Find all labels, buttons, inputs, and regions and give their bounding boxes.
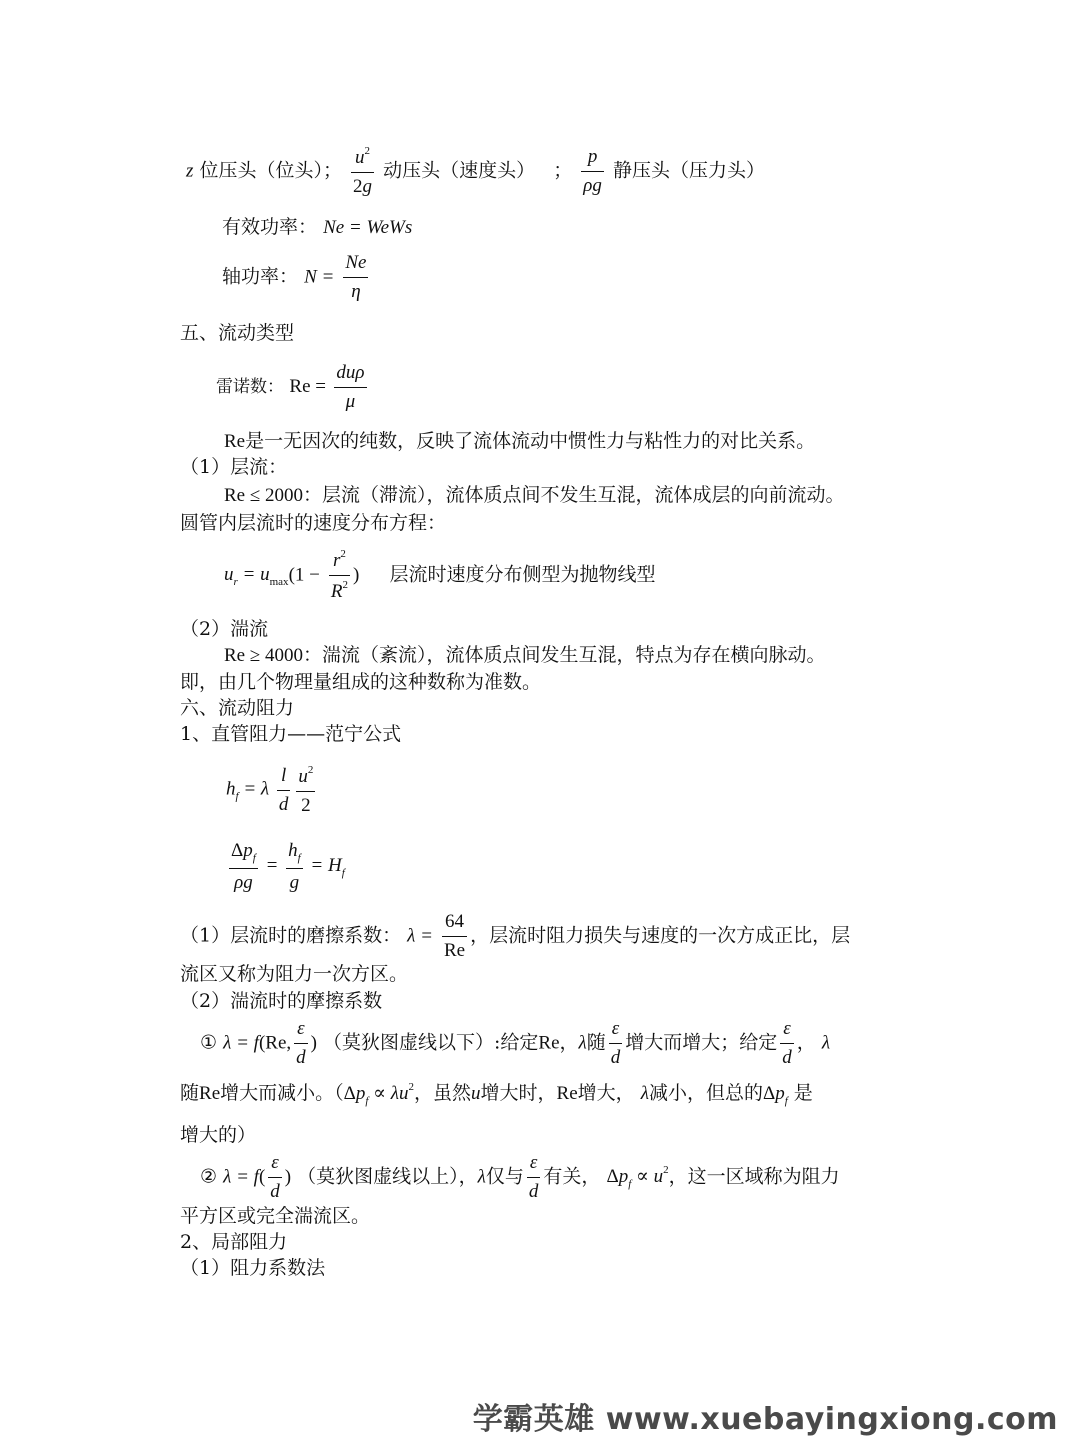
case2-line2: 平方区或完全湍流区。 xyxy=(180,1205,371,1227)
effective-power-formula: Ne = WeWs xyxy=(323,217,413,238)
watermark: 学霸英雄 www.xuebayingxiong.com xyxy=(472,1402,1058,1437)
turbulent-condition: Re ≥ 4000：湍流（紊流），流体质点间发生互混，特点为存在横向脉动。 xyxy=(224,644,826,666)
fanning-formula: $h_f = \lambda$ $\frac{l}{d}$ $\frac{u^2}{2}$ xyxy=(226,764,314,816)
parabola-note: 层流时速度分布侧型为抛物线型 xyxy=(389,563,656,586)
section5-title: 五、流动类型 xyxy=(180,322,295,344)
laminar-friction-line2: 流区又称为阻力一次方区。 xyxy=(180,963,409,985)
turbulent-heading: （2）湍流 xyxy=(180,618,269,640)
effective-power-line: 有效功率： Ne = WeWs xyxy=(222,216,413,238)
laminar-condition: Re ≤ 2000：层流（滞流），流体质点间不发生互混，流体成层的向前流动。 xyxy=(224,484,845,506)
case1-line: ① λ = f(Re, $\frac{\varepsilon}{d}$ ) （莫狄图虚线以下）:给定Re，λ随 $\frac{\varepsilon}{d}$ 增大而增大；给定 $\frac{\varepsilon}{d}$ ， λ xyxy=(200,1018,831,1068)
shaft-power-line: 轴功率： N = $\frac{Ne}{\eta}$ xyxy=(222,252,367,302)
static-head-fraction: $\frac{p}{\rho g}$ xyxy=(583,146,602,196)
laminar-heading: （1）层流： xyxy=(180,456,288,478)
reynolds-line: 雷诺数： Re = $\frac{\text{duρ}}{\mu}$ xyxy=(216,362,365,412)
dynamic-head-label: 动压头（速度头） xyxy=(383,159,536,182)
laminar-friction-line: （1）层流时的磨擦系数： λ = $\frac{64}{Re}$ ，层流时阻力损失与速度的一次方成正比，层 xyxy=(180,911,851,961)
heads-line: z 位压头（位头）； $\frac{u^2}{2g}$ 动压头（速度头） ； $\frac{p}{\rho g}$ 静压头（压力头） xyxy=(186,145,765,197)
turbulent-friction-title: （2）湍流时的摩擦系数 xyxy=(180,990,383,1012)
case1-line2: 随Re增大而减小。（$\Delta p_f \propto \lambda u^2$，虽然u增大时，Re增大， λ减小，但总的$\Delta p_f$ 是 xyxy=(180,1081,813,1107)
straight-pipe-title: 1、直管阻力——范宁公式 xyxy=(180,723,402,745)
dynamic-head-fraction: $\frac{u^2}{2g}$ xyxy=(353,145,373,197)
criterion-note: 即，由几个物理量组成的这种数称为准数。 xyxy=(180,671,542,693)
case1-line3: 增大的） xyxy=(180,1124,257,1146)
static-head-label: 静压头（压力头） xyxy=(612,159,765,182)
local-resistance-title: 2、局部阻力 xyxy=(180,1231,288,1253)
section6-title: 六、流动阻力 xyxy=(180,697,295,719)
head-loss-formula: $\frac{\Delta p_f}{\rho g}$ = $\frac{h_f}{g}$ = $H_f$ xyxy=(231,840,345,893)
velocity-profile-line: $u_r = u_{max}(1$ − $\frac{r^2}{R^2}$ ) 层流时速度分布侧型为抛物线型 xyxy=(224,548,656,602)
case2-line: ② λ = f( $\frac{\varepsilon}{d}$ ) （莫狄图虚线以上），λ仅与 $\frac{\varepsilon}{d}$ 有关， $\Delta p_f \propto u^2$，这一区域称为阻力 xyxy=(200,1152,840,1202)
z-label: 位压头（位头）； xyxy=(199,159,342,182)
re-description: Re是一无因次的纯数，反映了流体流动中惯性力与粘性力的对比关系。 xyxy=(224,430,816,452)
laminar-distribution: 圆管内层流时的速度分布方程： xyxy=(180,512,447,534)
local-method: （1）阻力系数法 xyxy=(180,1257,326,1279)
